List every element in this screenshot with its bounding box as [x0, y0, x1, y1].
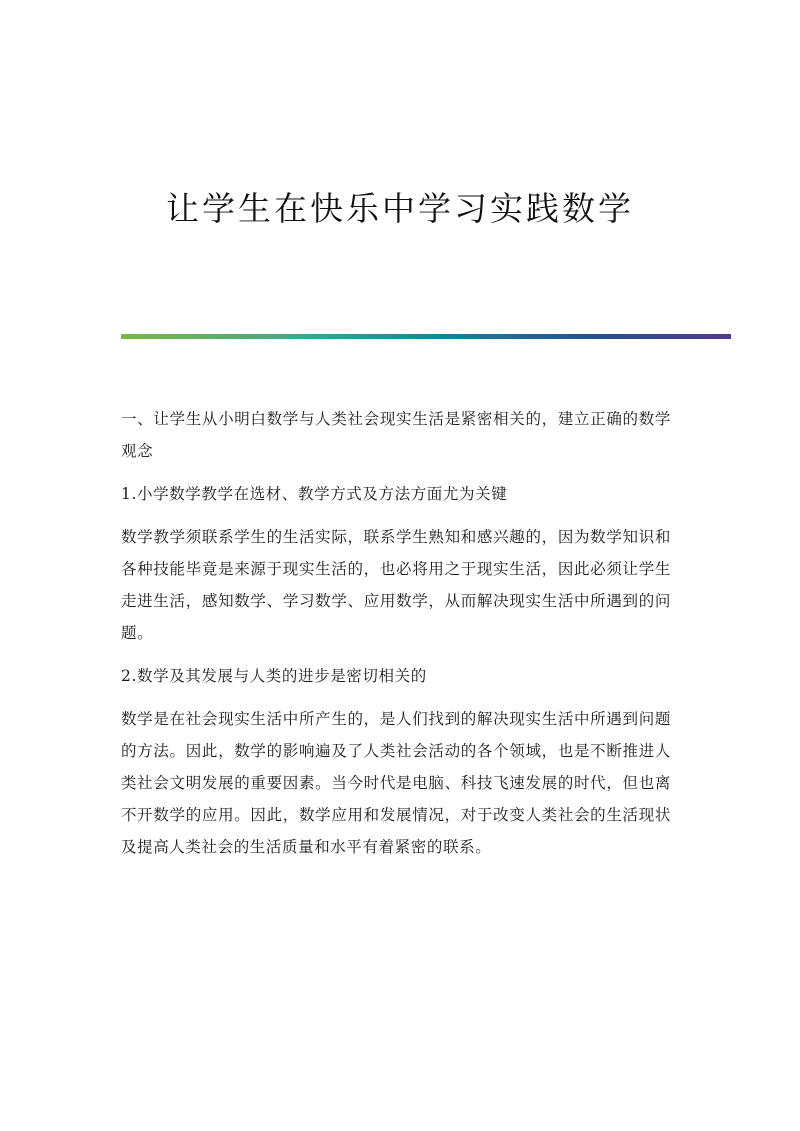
title-divider — [121, 334, 731, 339]
subsection-heading-2: 2.数学及其发展与人类的进步是密切相关的 — [121, 667, 427, 685]
subsection-heading-1: 1.小学数学教学在选材、教学方式及方法方面尤为关键 — [121, 485, 508, 503]
section-heading: 一、让学生从小明白数学与人类社会现实生活是紧密相关的，建立正确的数学观念 — [121, 410, 671, 460]
document-title: 让学生在快乐中学习实践数学 — [166, 189, 634, 228]
document-body — [121, 403, 671, 874]
body-paragraph-2: 数学是在社会现实生活中所产生的，是人们找到的解决现实生活中所遇到问题的方法。因此，数学的影响遍及了人类社会活动的各个领域，也是不断推进人类社会文明发展的重要因素。当今时代是电脑、科技飞速发展的时代，但也离不开数学的应用。因此，数学应用和发展情况，对于改变人类社会的生活现状及提高人类社会的生活质量和水平有着紧密的联系。 — [121, 710, 671, 856]
body-paragraph-1: 数学教学须联系学生的生活实际，联系学生熟知和感兴趣的，因为数学知识和各种技能毕竟是来源于现实生活的，也必将用之于现实生活，因此必须让学生走进生活，感知数学、学习数学、应用数学，从而解决现实生活中所遇到的问题。 — [121, 528, 671, 642]
